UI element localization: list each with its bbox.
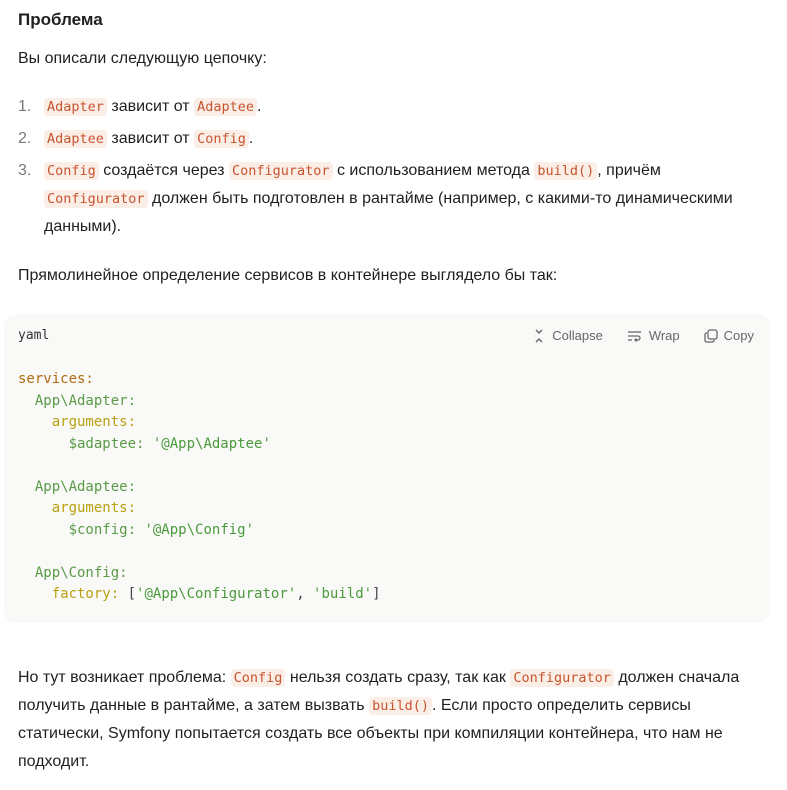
copy-icon	[704, 329, 718, 343]
code-token: '@App\Config'	[144, 521, 255, 538]
paragraph-text: . Если просто определить сервисы статически, Symfony попытается создать все объекты при компиляции контейнера, что нам не подходит.	[18, 697, 723, 770]
inline-code: Config	[231, 669, 286, 687]
inline-code: Adaptee	[44, 130, 107, 148]
list-text: , причём	[597, 162, 661, 179]
collapse-button[interactable]	[532, 322, 603, 350]
list-item	[18, 157, 738, 241]
code-token: arguments:	[51, 500, 137, 516]
inline-code: Config	[194, 130, 249, 148]
code-token: App\Config:	[34, 564, 128, 581]
paragraph-text: нельзя создать сразу, так как	[285, 669, 511, 686]
copy-label: Copy	[723, 328, 754, 343]
code-block	[4, 314, 770, 623]
paragraph-text: Но тут возникает проблема:	[18, 669, 231, 686]
wrap-icon	[627, 329, 643, 343]
code-token: services:	[18, 371, 94, 387]
list-number: 2.	[18, 130, 32, 147]
container-paragraph: Прямолинейное определение сервисов в контейнере выглядело бы так:	[18, 267, 558, 284]
yaml-code: services: App\Adapter: arguments: $adaptee: '@App\Adaptee' App\Adaptee: arguments: $config: '@App\Config' App\Config: factory: ['@App\Configurator', 'build']	[18, 371, 381, 602]
list-text: зависит от	[106, 130, 195, 147]
list-number: 1.	[18, 98, 32, 115]
list-text: создаётся через	[98, 162, 229, 179]
code-token: $config:	[68, 521, 137, 538]
inline-code: build()	[369, 697, 432, 715]
collapse-label: Collapse	[552, 328, 603, 343]
inline-code: Config	[44, 162, 99, 180]
code-token: 'build'	[313, 586, 373, 602]
section-heading: Проблема	[18, 10, 103, 29]
list-text: с использованием метода	[332, 162, 535, 179]
list-text: .	[256, 98, 262, 115]
wrap-label: Wrap	[648, 328, 680, 343]
code-token: factory:	[51, 586, 120, 602]
paragraph-text: должен сначала получить данные в рантайме, а затем вызвать	[18, 669, 740, 714]
inline-code: Configurator	[229, 162, 333, 180]
inline-code: Adaptee	[194, 98, 257, 116]
code-token: '@App\Adaptee'	[152, 435, 271, 452]
wrap-button[interactable]	[627, 322, 680, 350]
code-token: '@App\Configurator'	[136, 586, 297, 602]
code-token: arguments:	[51, 414, 137, 430]
list-number: 3.	[18, 162, 32, 179]
inline-code: Adapter	[44, 98, 107, 116]
inline-code: Configurator	[44, 190, 148, 208]
dependency-list	[18, 93, 738, 245]
list-text: должен быть подготовлен в рантайме (например, с какими-то динамическими данными).	[44, 190, 733, 235]
list-text: .	[248, 130, 254, 147]
inline-code: Configurator	[510, 669, 614, 687]
code-token: $adaptee:	[68, 435, 145, 452]
list-item	[18, 125, 738, 153]
list-item	[18, 93, 738, 121]
collapse-icon	[532, 329, 546, 343]
code-token: App\Adaptee:	[34, 478, 137, 495]
list-text: зависит от	[106, 98, 195, 115]
inline-code: build()	[534, 162, 597, 180]
copy-button[interactable]	[704, 322, 754, 350]
code-toolbar	[532, 322, 754, 350]
problem-paragraph	[18, 664, 758, 776]
code-token: App\Adapter:	[34, 392, 137, 409]
intro-paragraph: Вы описали следующую цепочку:	[18, 50, 267, 67]
code-language-label: yaml	[18, 328, 50, 343]
